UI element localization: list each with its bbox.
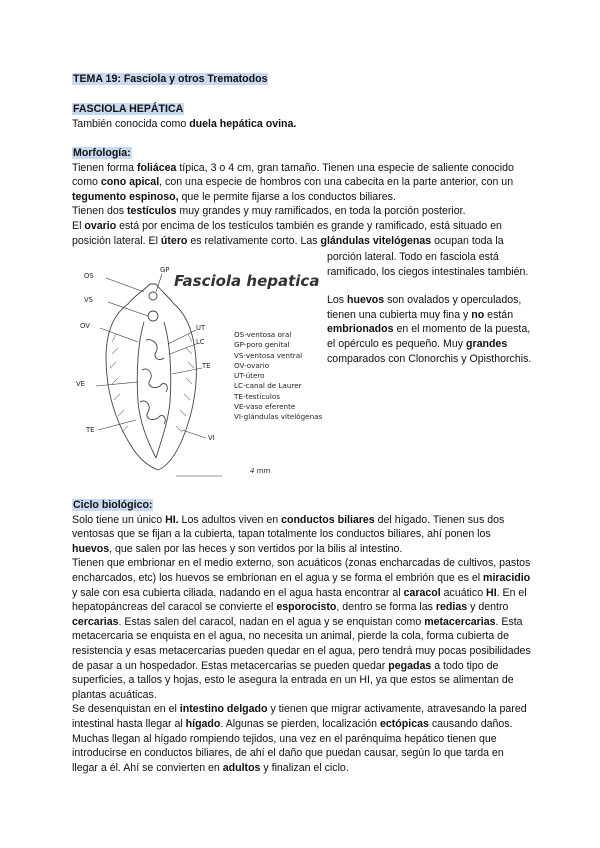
fasciola-figure — [72, 262, 330, 490]
fasciola-heading: FASCIOLA HEPÁTICA — [73, 103, 184, 115]
legend-item: LC-canal de Laurer — [234, 381, 302, 391]
huevos-paragraph: Los huevos son ovalados y operculados, tienen una cubierta muy fina y no están embrionados en el momento de la puesta, el opérculo es pequeño. Muy grandes comparados con Clonorchis y Opisthorchis. — [327, 294, 532, 365]
label-ve: VE — [76, 380, 85, 388]
morfologia-heading: Morfología: — [73, 147, 131, 159]
label-te-left: TE — [86, 426, 95, 434]
morfologia-section — [72, 146, 532, 248]
intro-paragraph: También conocida como duela hepática ovina. — [72, 117, 297, 130]
label-vi: VI — [208, 434, 215, 442]
label-lc: LC — [196, 338, 205, 346]
ciclo-paragraph-1: Solo tiene un único HI. Los adultos viven en conductos biliares del hígado. Tienen sus dos ventosas que se fijan a la cubierta, tapan totalmente los conductos biliares, ahí ponen los huevos, que salen por las heces y son vertidos por la bilis al intestino. — [72, 513, 505, 555]
side-text — [327, 250, 532, 366]
legend-item: VE-vaso eferente — [234, 402, 296, 412]
page-title: TEMA 19: Fasciola y otros Trematodos — [73, 73, 268, 85]
morfologia-paragraph-2: Tienen dos testículos muy grandes y muy ramificados, en toda la porción posterior. — [72, 205, 466, 218]
wrap-paragraph: porción lateral. Todo en fasciola está ramificado, los ciegos intestinales también. — [327, 251, 529, 278]
morfologia-paragraph-1: Tienen forma foliácea típica, 3 o 4 cm, gran tamaño. Tienen una especie de saliente conocido como cono apical, con una especie de hombros con una cabecita en la parte anterior, con un tegumento espinoso, que le permite fijarse a los conductos biliares. — [72, 161, 514, 203]
ciclo-heading: Ciclo biológico: — [73, 499, 153, 511]
label-te-right: TE — [202, 362, 211, 370]
ciclo-paragraph-3: Se desenquistan en el intestino delgado y tienen que migrar activamente, atravesando la pared intestinal hasta llegar al hígado. Algunas se pierden, localización ectópicas causando daños. Muchas llegan al hígado rompiendo tejidos, una vez en el parénquima hepático tienen que introducirse en conductos biliares, de ahí el daño que puedan causar, según lo que tarda en llegar a él. Ahí se convierten en adultos y finalizan el ciclo. — [72, 703, 527, 774]
title-block — [72, 72, 532, 87]
scale-bar-label: 4 mm — [250, 467, 271, 475]
label-ov: OV — [80, 322, 90, 330]
legend-item: VI-glándulas vitelógenas — [234, 412, 323, 422]
legend-item: GP-poro genital — [234, 340, 290, 350]
label-gp: GP — [160, 266, 170, 274]
legend-item: UT-útero — [234, 371, 265, 381]
legend-item: VS-ventosa ventral — [234, 350, 303, 360]
legend-item: TE-testículos — [234, 391, 280, 401]
morfologia-paragraph-3: El ovario está por encima de los testículos también es grande y ramificado, está situado en posición lateral. El útero es relativamente corto. Las glándulas vitelógenas ocupan toda la — [72, 219, 504, 247]
figure-legend — [234, 330, 322, 423]
figure-title: Fasciola hepatica — [174, 272, 320, 290]
label-vs: VS — [84, 296, 93, 304]
legend-item: OS-ventosa oral — [234, 330, 292, 339]
label-os: OS — [84, 272, 94, 280]
fasciola-section — [72, 102, 532, 131]
ciclo-paragraph-2: Tienen que embrionar en el medio externo, son acuáticos (zonas encharcadas de cultivos, pastos encharcados, etc) los huevos se embrionan en el agua y se forma el embrión que es el miracidio y sale con esa cubierta ciliada, nadando en el agua hasta encontrar al caracol acuático HI. En el hepatopáncreas del caracol se convierte el esporocisto, dentro se forma las redias y dentro cercarias. Estas salen del caracol, nadan en el agua y se enquistan como metacercarias. Esta metacercaria se enquista en el agua, no necesita un animal, pierde la cola, forma cubierta de resistencia y esas metacercarias pueden quedar en el agua, pero tendrá muy pocas posibilidades de pasar a un hospedador. Estas metacercarias se pueden quedar pegadas a todo tipo de superficies, a tallos y hojas, esto le asegura la entrada en un HI, ya que estos se alimentan de plantas acuáticas. — [72, 557, 531, 701]
legend-item: OV-ovario — [234, 360, 270, 370]
label-ut: UT — [196, 324, 206, 332]
ciclo-section — [72, 498, 532, 775]
